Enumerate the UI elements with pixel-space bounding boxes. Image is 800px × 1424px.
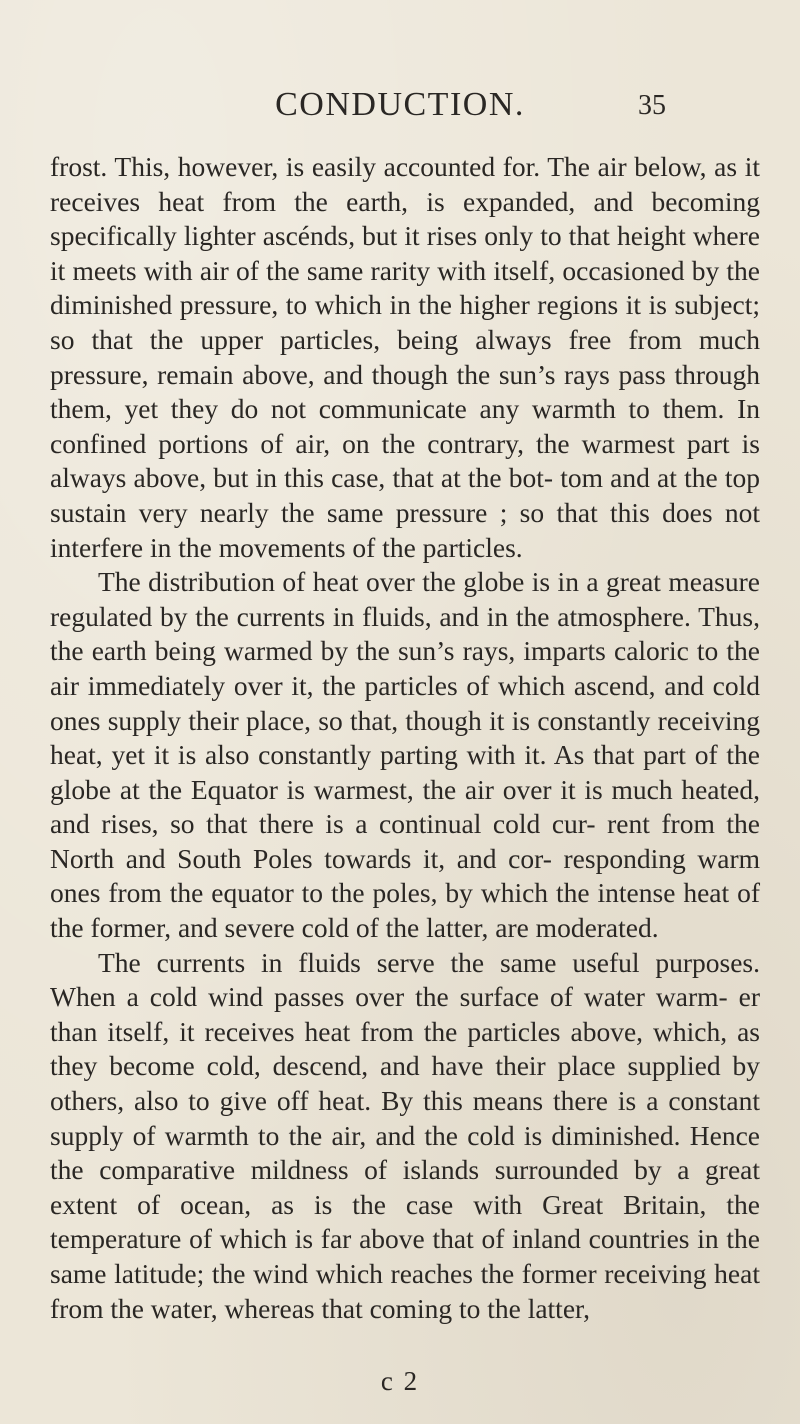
page-number: 35 <box>638 90 666 121</box>
body-text <box>50 150 760 1326</box>
paragraph-2: The distribution of heat over the globe is in a great measure regulated by the currents in fluids, and in the atmosphere. Thus, the earth being warmed by the sun’s rays, imparts caloric to the air immediately over it, the particles of which ascend, and cold ones supply their place, so that, though it is constantly receiving heat, yet it is also constantly parting with it. As that part of the globe at the Equator is warmest, the air over it is much heated, and rises, so that there is a continual cold cur- rent from the North and South Poles towards it, and cor- responding warm ones from the equator to the poles, by which the intense heat of the former, and severe cold of the latter, are moderated. <box>50 566 760 944</box>
paragraph-3: The currents in fluids serve the same useful purposes. When a cold wind passes over the surface of water warm- er than itself, it receives heat from the particles above, which, as they become cold, descend, and have their place supplied by others, also to give off heat. By this means there is a constant supply of warmth to the air, and the cold is diminished. Hence the comparative mildness of islands surrounded by a great extent of ocean, as is the case with Great Britain, the temperature of which is far above that of inland countries in the same latitude; the wind which reaches the former receiving heat from the water, whereas that coming to the latter, <box>50 946 760 1324</box>
paragraph-1: frost. This, however, is easily accounted for. The air below, as it receives heat from the earth, is expanded, and becoming specifically lighter ascénds, but it rises only to that height where it meets with air of the same rarity with itself, occasioned by the diminished pressure, to which in the higher regions it is subject; so that the upper particles, being always free from much pressure, remain above, and though the sun’s rays pass through them, yet they do not communicate any warmth to them. In confined portions of air, on the contrary, the warmest part is always above, but in this case, that at the bot- tom and at the top sustain very nearly the same pressure ; so that this does not interfere in the movements of the particles. <box>50 151 760 563</box>
running-head: CONDUCTION. <box>275 86 525 123</box>
page-header <box>0 86 800 136</box>
signature-mark: c 2 <box>380 1366 420 1396</box>
